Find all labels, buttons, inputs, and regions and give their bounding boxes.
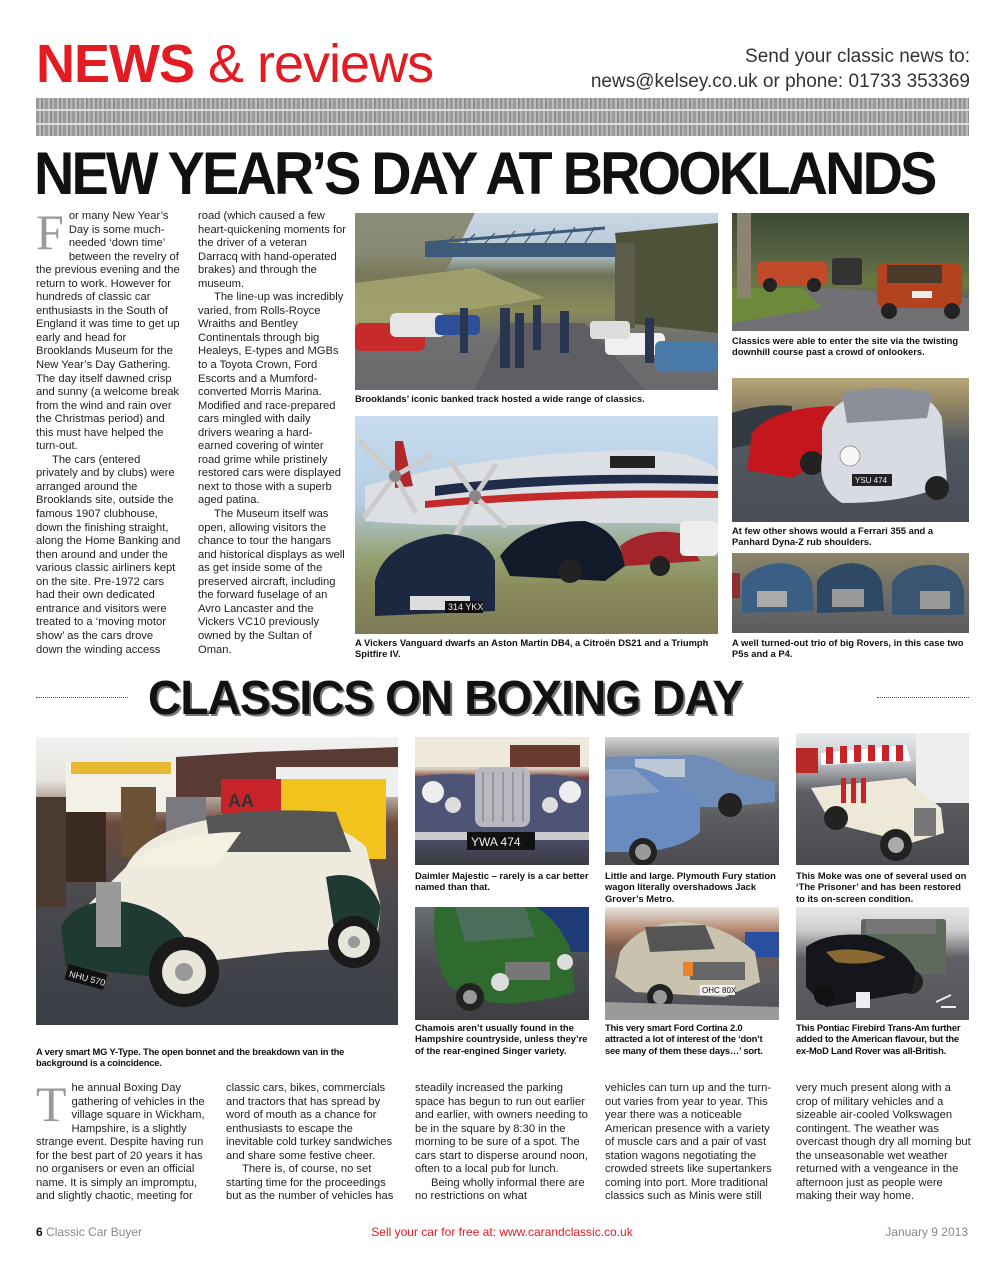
moke-photo (796, 733, 969, 865)
plymouth-metro-illustration (605, 737, 779, 865)
svg-text:YWA 474: YWA 474 (471, 835, 521, 849)
dotted-rule-left (36, 697, 128, 698)
svg-text:314 YKX: 314 YKX (448, 602, 484, 612)
firebird-landrover-photo (796, 907, 969, 1020)
singer-chamois-photo (415, 907, 589, 1020)
caption-singer-chamois: Chamois aren’t usually found in the Hampshire countryside, unless they’re of the rear-engined Singer variety. (415, 1022, 588, 1056)
paragraph: vehicles can turn up and the turn-out varies from year to year. This year there was a noticeable American presence with a variety of muscle cars and a pair of vast station wagons negotiating the crowded streets like supertankers coming into port. More traditional classics such as Minis were still (605, 1082, 772, 1203)
article2-col1 (36, 1076, 208, 1204)
paragraph: road (which caused a few heart-quickening moments for the driver of a veteran Darracq with hand-operated brakes) and through the museum. (198, 210, 346, 290)
moke-illustration (796, 733, 969, 865)
caption-downhill-course: Classics were able to enter the site via the twisting downhill course past a crowd of onlookers. (732, 335, 959, 358)
svg-text:YSU 474: YSU 474 (855, 476, 888, 485)
article1-col2 (198, 210, 346, 657)
caption-firebird-landrover: This Pontiac Firebird Trans-Am further added to the American flavour, but the ex-MoD Land Rover was all-British. (796, 1022, 961, 1056)
ford-cortina-photo (605, 907, 779, 1020)
paragraph: or many New Year’s Day is some much-needed ‘down time’ between the revelry of the previous evening and the return to work. However for hundreds of classic car enthusiasts in the South of England it was time to get up early and head for Brooklands Museum for the New Year’s Day Gathering. The day itself dawned crisp and sunny (a welcome break from the wind and rain over the Christmas period) and this must have helped the turn-out. (36, 210, 180, 453)
ford-cortina-illustration (605, 907, 779, 1020)
section-title-bold: NEWS (36, 34, 194, 94)
caption-mg-ytype: A very smart MG Y-Type. The open bonnet and the breakdown van in the background is a coincidence. (36, 1046, 345, 1069)
svg-text:NHU 570: NHU 570 (68, 968, 107, 988)
ferrari-panhard-photo (732, 378, 969, 522)
paragraph: The line-up was incredibly varied, from Rolls-Royce Wraiths and Bentley Continentals through big Healeys, E-types and MGBs to a Toyota Crown, Ford Escorts and a Mumford-converted Morris Marina. Modified and race-prepared cars mingled with daily drivers wearing a hard-earned covering of winter road grime while pristinely restored cars were displayed next to those with a superb aged patina. (198, 291, 344, 507)
article2-col4 (605, 1082, 779, 1204)
dotted-rule-right (877, 697, 969, 698)
article2-col3 (415, 1082, 589, 1204)
article1-headline: NEW YEAR’S DAY AT BROOKLANDS (34, 140, 935, 207)
article2-headline: CLASSICS ON BOXING DAY (148, 672, 743, 725)
article1-col1 (36, 204, 182, 657)
vickers-vanguard-photo (355, 416, 718, 634)
ferrari-panhard-illustration (732, 378, 969, 522)
mg-ytype-photo (36, 737, 398, 1025)
paragraph: he annual Boxing Day gathering of vehicles in the village square in Wickham, Hampshire, is a slightly strange event. Despite having run for the best part of 20 years it has no organisers or even an official name. It is simply an impromptu, and slightly chaotic, meeting for (36, 1082, 205, 1203)
caption-banked-track: Brooklands’ iconic banked track hosted a wide range of classics. (355, 393, 645, 404)
paragraph: There is, of course, no set starting time for the proceedings but as the number of vehicles has (226, 1163, 394, 1203)
rovers-photo (732, 553, 969, 633)
svg-text:OHC 80X: OHC 80X (702, 986, 737, 995)
downhill-course-photo (732, 213, 969, 331)
contact-line-1: Send your classic news to: (745, 46, 970, 67)
section-title-rest: & reviews (194, 34, 434, 94)
caption-daimler: Daimler Majestic – rarely is a car better named than that. (415, 870, 589, 893)
paragraph: The cars (entered privately and by clubs) were arranged around the Brooklands site, outside the famous 1907 clubhouse, down the finishing straight, along the Home Banking and then around and under the various classic airliners kept on the site. Pre-1972 cars had their own dedicated entrance and visitors were treated to a ‘moving motor show’ as the cars drove down the winding access (36, 453, 181, 656)
svg-text:AA: AA (228, 791, 254, 811)
paragraph: The Museum itself was open, allowing visitors the chance to tour the hangars and historical displays as well as get inside some of the preserved aircraft, including the forward fuselage of an Avro Lancaster and the Vickers VC10 previously owned by the Sultan of Oman. (198, 508, 345, 656)
singer-chamois-illustration (415, 907, 589, 1020)
tyre-tread-divider (36, 98, 969, 136)
contact-line-2: news@kelsey.co.uk or phone: 01733 353369 (590, 71, 970, 92)
vickers-vanguard-illustration (355, 416, 718, 634)
caption-vickers-vanguard: A Vickers Vanguard dwarfs an Aston Martin DB4, a Citroën DS21 and a Triumph Spitfire IV. (355, 637, 709, 660)
caption-moke: This Moke was one of several used on ‘The Prisoner’ and has been restored to its on-screen condition. (796, 870, 967, 904)
firebird-landrover-illustration (796, 907, 969, 1020)
dropcap: T (36, 1076, 67, 1132)
caption-rovers: A well turned-out trio of big Rovers, in this case two P5s and a P4. (732, 637, 964, 660)
rovers-illustration (732, 553, 969, 633)
footer-date: January 9 2013 (885, 1225, 968, 1239)
caption-ferrari-panhard: At few other shows would a Ferrari 355 and a Panhard Dyna-Z rub shoulders. (732, 525, 934, 548)
banked-track-illustration (355, 213, 718, 390)
section-title (36, 36, 433, 92)
contact-info (591, 44, 970, 94)
downhill-course-illustration (732, 213, 969, 331)
banked-track-photo (355, 213, 718, 390)
caption-plymouth-metro: Little and large. Plymouth Fury station wagon literally overshadows Jack Grover’s Metro. (605, 870, 776, 904)
daimler-majestic-photo (415, 737, 589, 865)
paragraph: steadily increased the parking space has begun to run out earlier and earlier, with owners needing to be in the square by 8:30 in the morning to be sure of a spot. The cars start to disperse around noon, often to a local pub for lunch. (415, 1082, 588, 1176)
daimler-majestic-illustration (415, 737, 589, 865)
publication-name: Classic Car Buyer (42, 1225, 143, 1239)
plymouth-metro-photo (605, 737, 779, 865)
mg-ytype-illustration (36, 737, 398, 1025)
article2-col2 (226, 1082, 400, 1204)
dropcap: F (36, 204, 64, 260)
paragraph: Being wholly informal there are no restrictions on what (415, 1176, 585, 1203)
paragraph: classic cars, bikes, commercials and tractors that has spread by word of mouth as a chance for enthusiasts to escape the inevitable cold turkey sandwiches and share some festive cheer. (226, 1082, 393, 1162)
paragraph: very much present along with a crop of military vehicles and a sizeable air-cooled Volkswagen contingent. The weather was overcast though dry all morning but the unseasonable wet weather returned with a vengeance in the afternoon just as people were making their way home. (796, 1082, 971, 1203)
article2-col5 (796, 1082, 974, 1204)
caption-ford-cortina: This very smart Ford Cortina 2.0 attracted a lot of interest of the ‘don’t see many of them these days…’ sort. (605, 1022, 763, 1056)
footer-promo[interactable]: Sell your car for free at: www.carandclassic.co.uk (371, 1225, 633, 1239)
page-number: 6 (36, 1225, 43, 1239)
